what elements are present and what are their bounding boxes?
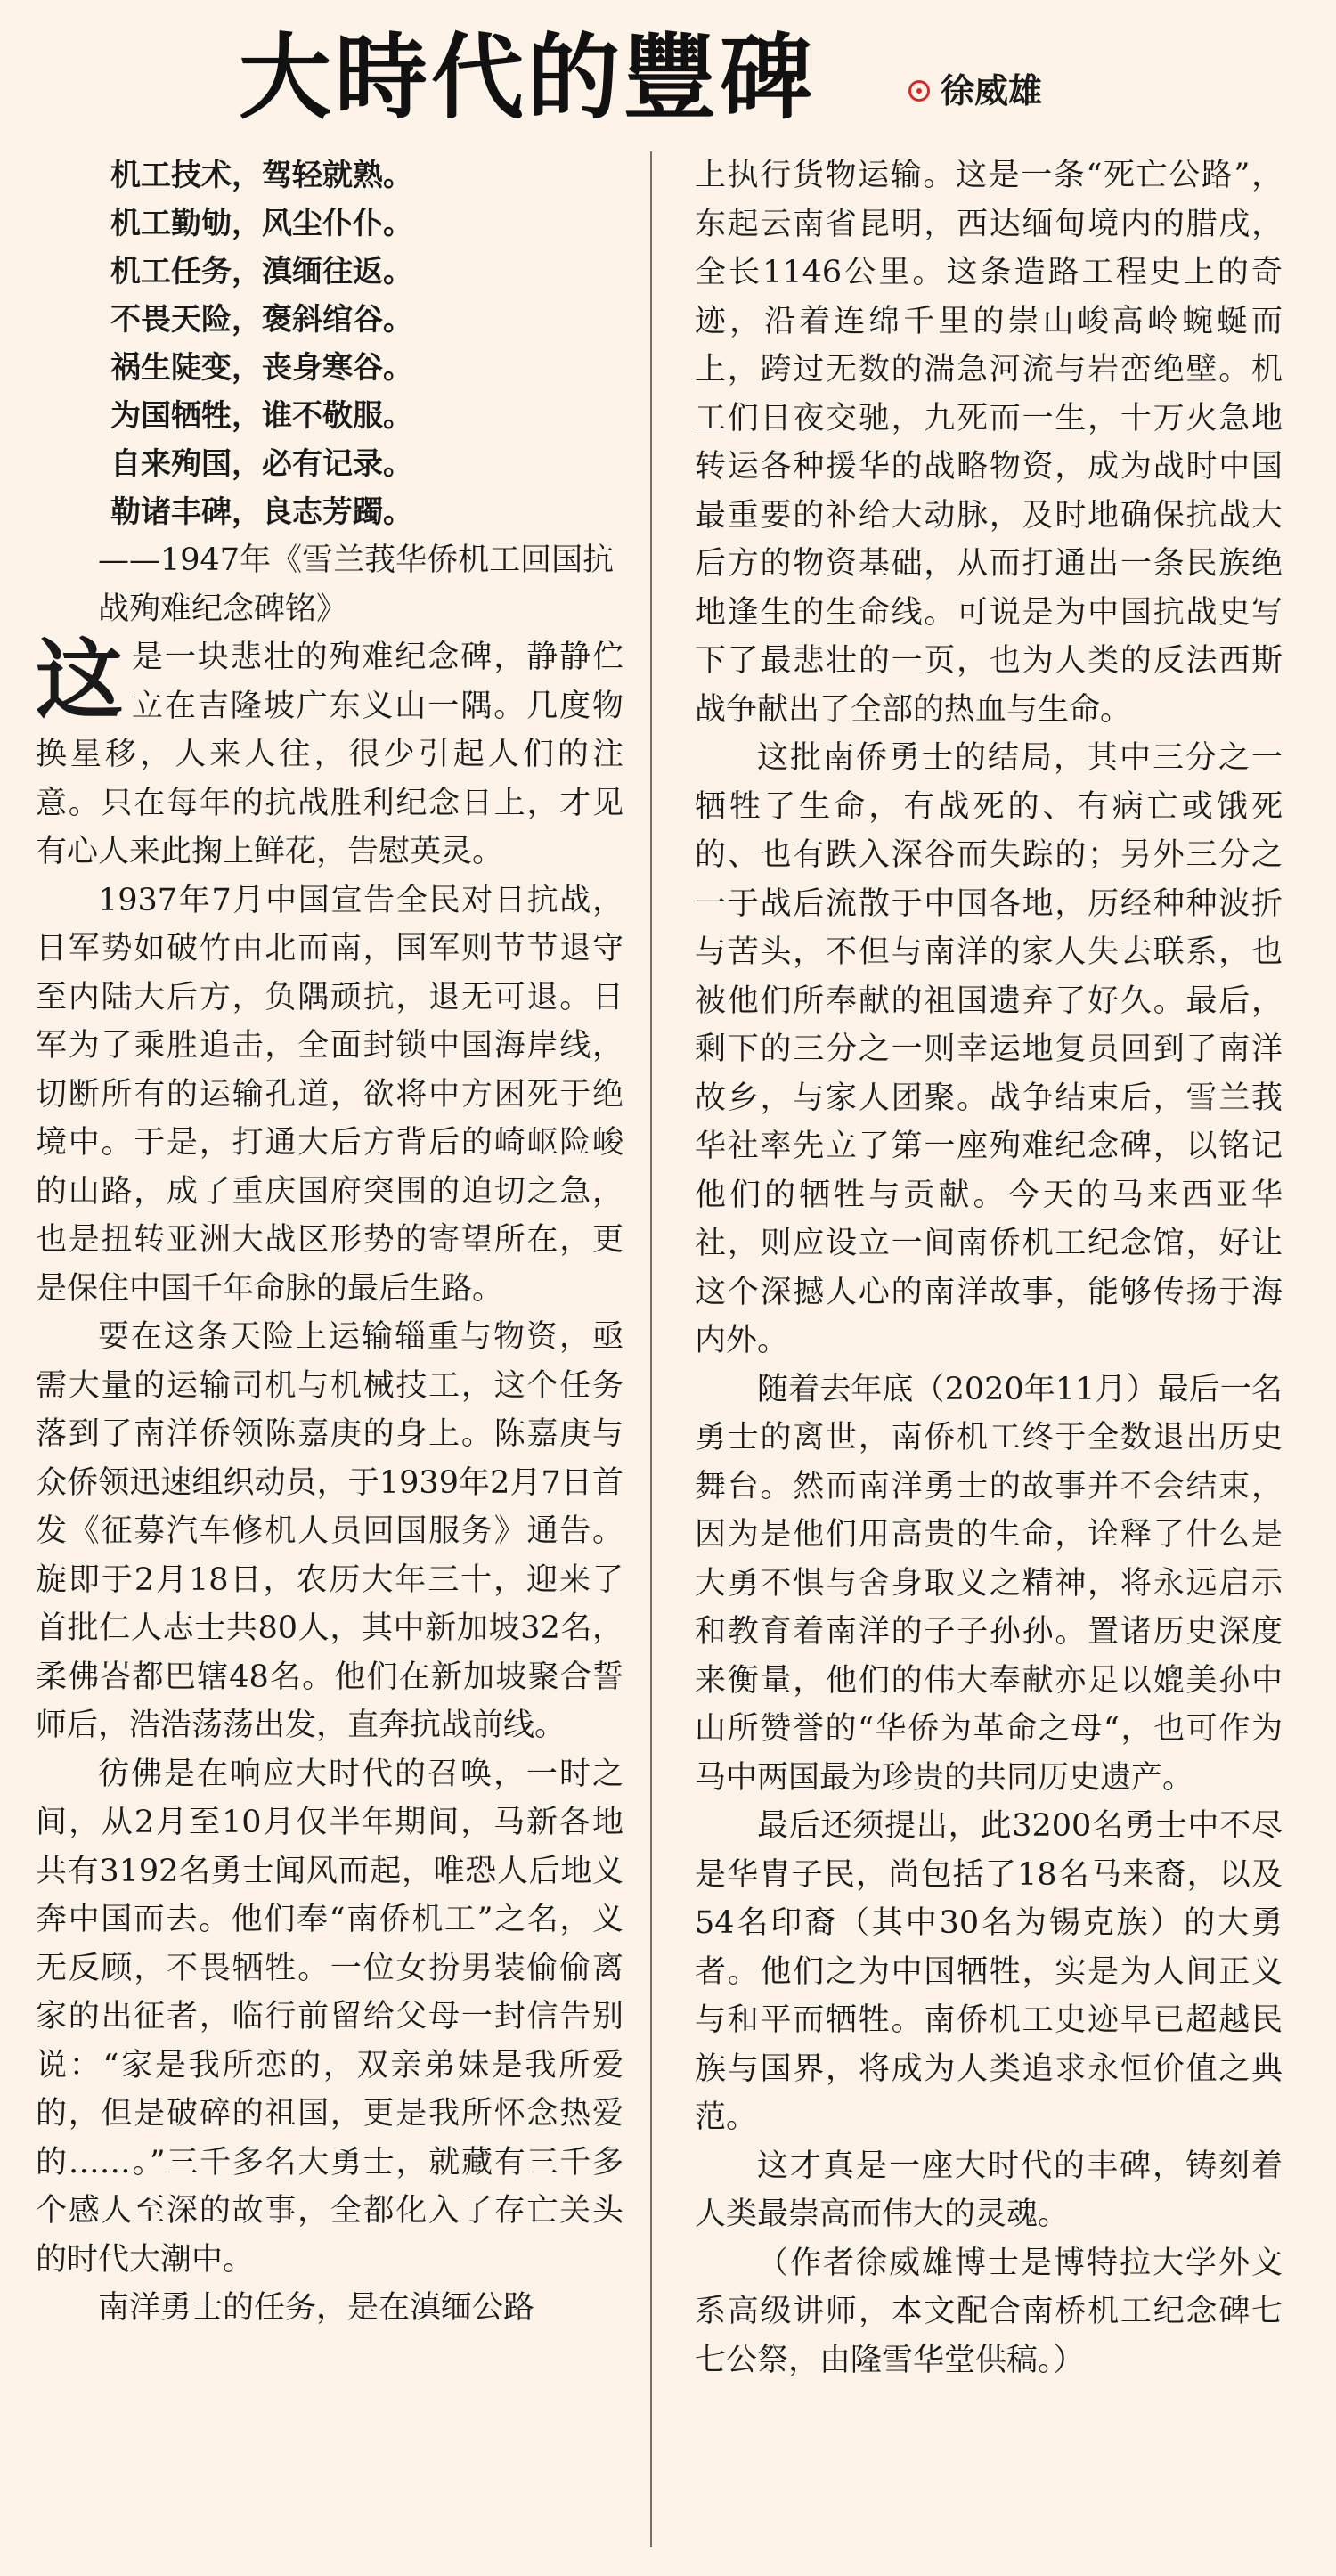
- drop-cap: 这: [36, 629, 124, 731]
- body-paragraph: 随着去年底（2020年11月）最后一名勇士的离世，南侨机工终于全数退出历史舞台。然而南洋勇士的故事并不会结束，因为是他们用高贵的生命，诠释了什么是大勇不惧与舍身取义之精神，将永远启示和教育着南洋的子子孙孙。置诸历史深度来衡量，他们的伟大奉献亦足以媲美孙中山所赞誉的“华侨为革命之母“，也可作为马中两国最为珍贵的共同历史遗产。: [695, 1371, 1283, 1796]
- body-paragraph: 上执行货物运输。这是一条“死亡公路”，东起云南省昆明，西达缅甸境内的腊戌，全长1146公里。这条造路工程史上的奇迹，沿着连绵千里的崇山峻高岭蜿蜒而上，跨过无数的湍急河流与岩峦绝壁。机工们日夜交驰，九死而一生，十万火急地转运各种援华的战略物资，成为战时中国最重要的补给大动脉，及时地确保抗战大后方的物资基础，从而打通出一条民族绝地逢生的生命线。可说是为中国抗战史写下了最悲壮的一页，也为人类的反法西斯战争献出了全部的热血与生命。: [695, 158, 1283, 728]
- author-note: （作者徐威雄博士是博特拉大学外文系高级讲师，本文配合南桥机工纪念碑七七公祭，由隆雪华堂供稿。）: [695, 2245, 1283, 2378]
- article-header: [0, 0, 1336, 151]
- poem-line: 机工技术，驾轻就熟。: [110, 158, 413, 193]
- column-divider: [650, 151, 652, 2547]
- paragraph-text: 是一块悲壮的殉难纪念碑，静静伫立在吉隆坡广东义山一隅。几度物换星移，人来人往，很少引起人们的注意。只在每年的抗战胜利纪念日上，才见有心人来此掬上鲜花，告慰英灵。: [36, 640, 623, 869]
- body-paragraph: 这批南侨勇士的结局，其中三分之一牺牲了生命，有战死的、有病亡或饿死的、也有跌入深谷而失踪的；另外三分之一于战后流散于中国各地，历经种种波折与苦头，不但与南洋的家人失去联系，也被他们所奉献的祖国遗弃了好久。最后，剩下的三分之一则幸运地复员回到了南洋故乡，与家人团聚。战争结束后，雪兰莪华社率先立了第一座殉难纪念碑，以铭记他们的牺牲与贡献。今天的马来西亚华社，则应设立一间南侨机工纪念馆，好让这个深撼人心的南洋故事，能够传扬于海内外。: [695, 740, 1283, 1358]
- right-column: [695, 151, 1283, 2384]
- inscription-poem: [36, 151, 623, 536]
- poem-line: 勒诸丰碑，良志芳躅。: [110, 494, 413, 530]
- body-paragraph: 这才真是一座大时代的丰碑，铸刻着人类最崇高而伟大的灵魂。: [695, 2148, 1283, 2232]
- poem-line: 机工勤劬，风尘仆仆。: [110, 206, 413, 241]
- body-paragraph: 最后还须提出，此3200名勇士中不尽是华胄子民，尚包括了18名马来裔，以及54名印裔（其中30名为锡克族）的大勇者。他们之为中国牺牲，实是为人间正义与和平而牺牲。南侨机工史迹早已超越民族与国界，将成为人类追求永恒价值之典范。: [695, 1808, 1283, 2135]
- left-column: [36, 151, 623, 2333]
- body-paragraph: 要在这条天险上运输辎重与物资，亟需大量的运输司机与机械技工，这个任务落到了南洋侨领陈嘉庚的身上。陈嘉庚与众侨领迅速组织动员，于1939年2月7日首发《征募汽车修机人员回国服务》通告。旋即于2月18日，农历大年三十，迎来了首批仁人志士共80人，其中新加坡32名，柔佛峇都巴辖48名。他们在新加坡聚合誓师后，浩浩荡荡出发，直奔抗战前线。: [36, 1319, 623, 1743]
- body-paragraph: 南洋勇士的任务，是在滇缅公路: [98, 2290, 535, 2326]
- article-title: 大時代的豐碑: [239, 22, 817, 132]
- inscription-attribution: ——1947年《雪兰莪华侨机工回国抗战殉难纪念碑铭》: [98, 542, 615, 627]
- poem-line: 为国牺牲，谁不敬服。: [110, 398, 413, 434]
- author-name: 徐威雄: [941, 71, 1043, 110]
- bullseye-icon: [908, 80, 930, 102]
- poem-line: 祸生陡变，丧身寒谷。: [110, 350, 413, 386]
- body-paragraph: [36, 629, 623, 876]
- body-paragraph: 彷佛是在响应大时代的召唤，一时之间，从2月至10月仅半年期间，马新各地共有3192名勇士闻风而起，唯恐人后地义奔中国而去。他们奉“南侨机工”之名，义无反顾，不畏牺牲。一位女扮男装偷偷离家的出征者，临行前留给父母一封信告别说：“家是我所恋的，双亲弟妹是我所爱的，但是破碎的祖国，更是我所怀念热爱的……。”三千多名大勇士，就藏有三千多个感人至深的故事，全都化入了存亡关头的时代大潮中。: [36, 1756, 623, 2278]
- poem-line: 自来殉国，必有记录。: [110, 446, 413, 482]
- byline: [908, 71, 1042, 110]
- body-paragraph: 1937年7月中国宣告全民对日抗战，日军势如破竹由北而南，国军则节节退守至内陆大后方，负隅顽抗，退无可退。日军为了乘胜追击，全面封锁中国海岸线，切断所有的运输孔道，欲将中方困死于绝境中。于是，打通大后方背后的崎岖险峻的山路，成了重庆国府突围的迫切之急，也是扭转亚洲大战区形势的寄望所在，更是保住中国千年命脉的最后生路。: [36, 882, 623, 1307]
- poem-line: 机工任务，滇缅往返。: [110, 254, 413, 289]
- poem-line: 不畏天险，褒斜绾谷。: [110, 302, 413, 338]
